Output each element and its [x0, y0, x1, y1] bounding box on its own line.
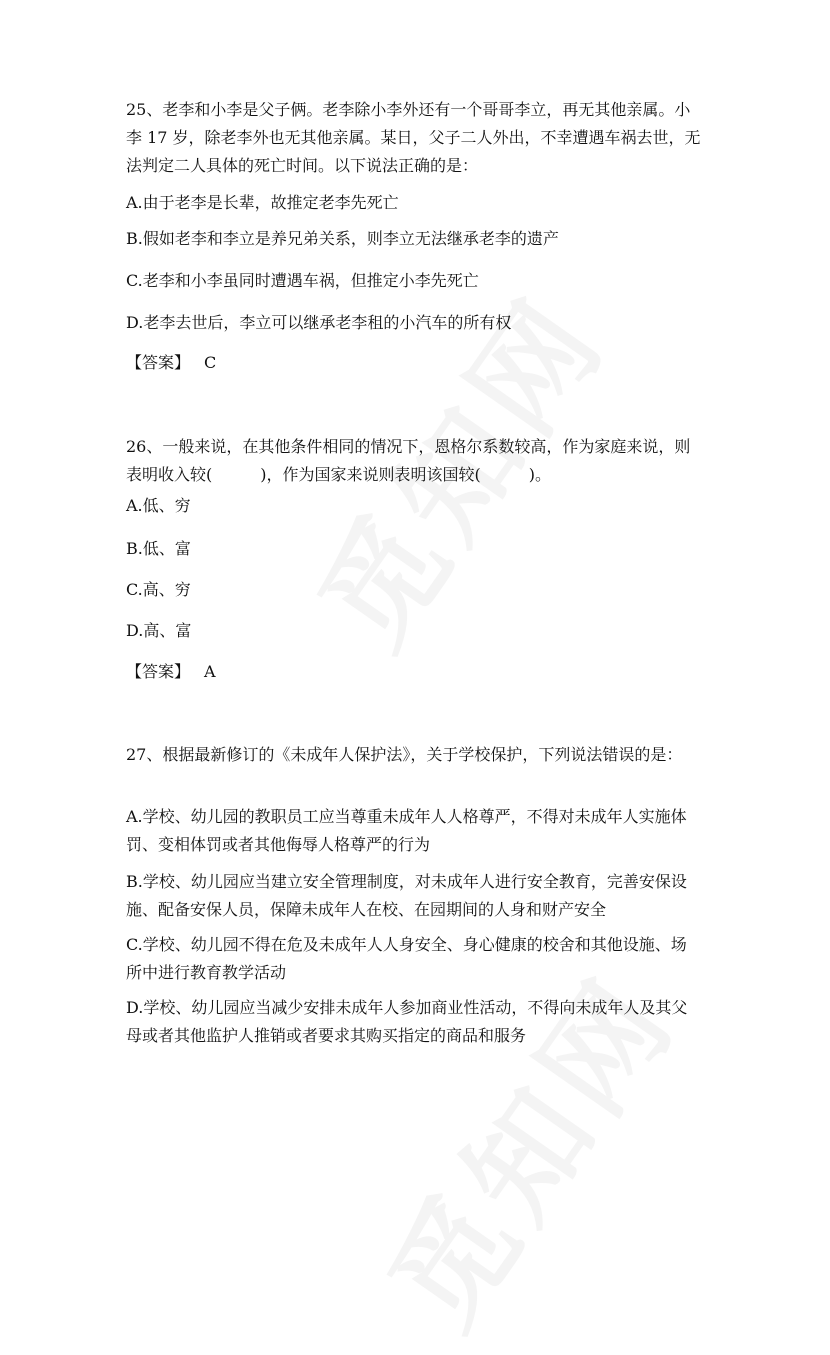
question-25-option-a: A.由于老李是长辈，故推定老李先死亡	[126, 193, 399, 212]
question-25-option-b: B.假如老李和李立是养兄弟关系，则李立无法继承老李的遗产	[126, 229, 559, 248]
answer-label: 【答案】	[126, 662, 191, 681]
question-25-option-c: C.老李和小李虽同时遭遇车祸，但推定小李先死亡	[126, 271, 479, 290]
question-27-stem: 27、根据最新修订的《未成年人保护法》，关于学校保护，下列说法错误的是：	[126, 745, 683, 764]
question-27-option-c: C.学校、幼儿园不得在危及未成年人人身安全、身心健康的校舍和其他设施、场所中进行教育教学活动	[126, 935, 687, 982]
question-27-option-a: A.学校、幼儿园的教职员工应当尊重未成年人人格尊严，不得对未成年人实施体罚、变相体罚或者其他侮辱人格尊严的行为	[126, 807, 687, 854]
question-25-answer	[126, 349, 216, 377]
question-26-option-b: B.低、富	[126, 539, 191, 558]
question-27-option-b: B.学校、幼儿园应当建立安全管理制度，对未成年人进行安全教育，完善安保设施、配备安保人员，保障未成年人在校、在园期间的人身和财产安全	[126, 872, 687, 919]
answer-value: A	[204, 662, 216, 681]
answer-value: C	[204, 353, 217, 372]
question-26-answer	[126, 658, 216, 686]
question-26-option-a: A.低、穷	[126, 496, 191, 515]
question-26-option-c: C.高、穷	[126, 580, 191, 599]
answer-label: 【答案】	[126, 353, 191, 372]
question-26-option-d: D.高、富	[126, 621, 192, 640]
question-25-option-d: D.老李去世后，李立可以继承老李租的小汽车的所有权	[126, 313, 512, 332]
question-25-stem: 25、老李和小李是父子俩。老李除小李外还有一个哥哥李立，再无其他亲属。小李 17 岁，除老李外也无其他亲属。某日，父子二人外出，不幸遭遇车祸去世，无法判定二人具体的死亡时间。以下说法正确的是：	[126, 100, 701, 175]
question-27-option-d: D.学校、幼儿园应当减少安排未成年人参加商业性活动，不得向未成年人及其父母或者其他监护人推销或者要求其购买指定的商品和服务	[126, 998, 688, 1045]
question-26-stem: 26、一般来说，在其他条件相同的情况下，恩格尔系数较高，作为家庭来说，则表明收入较( )，作为国家来说则表明该国较( )。	[126, 437, 691, 484]
